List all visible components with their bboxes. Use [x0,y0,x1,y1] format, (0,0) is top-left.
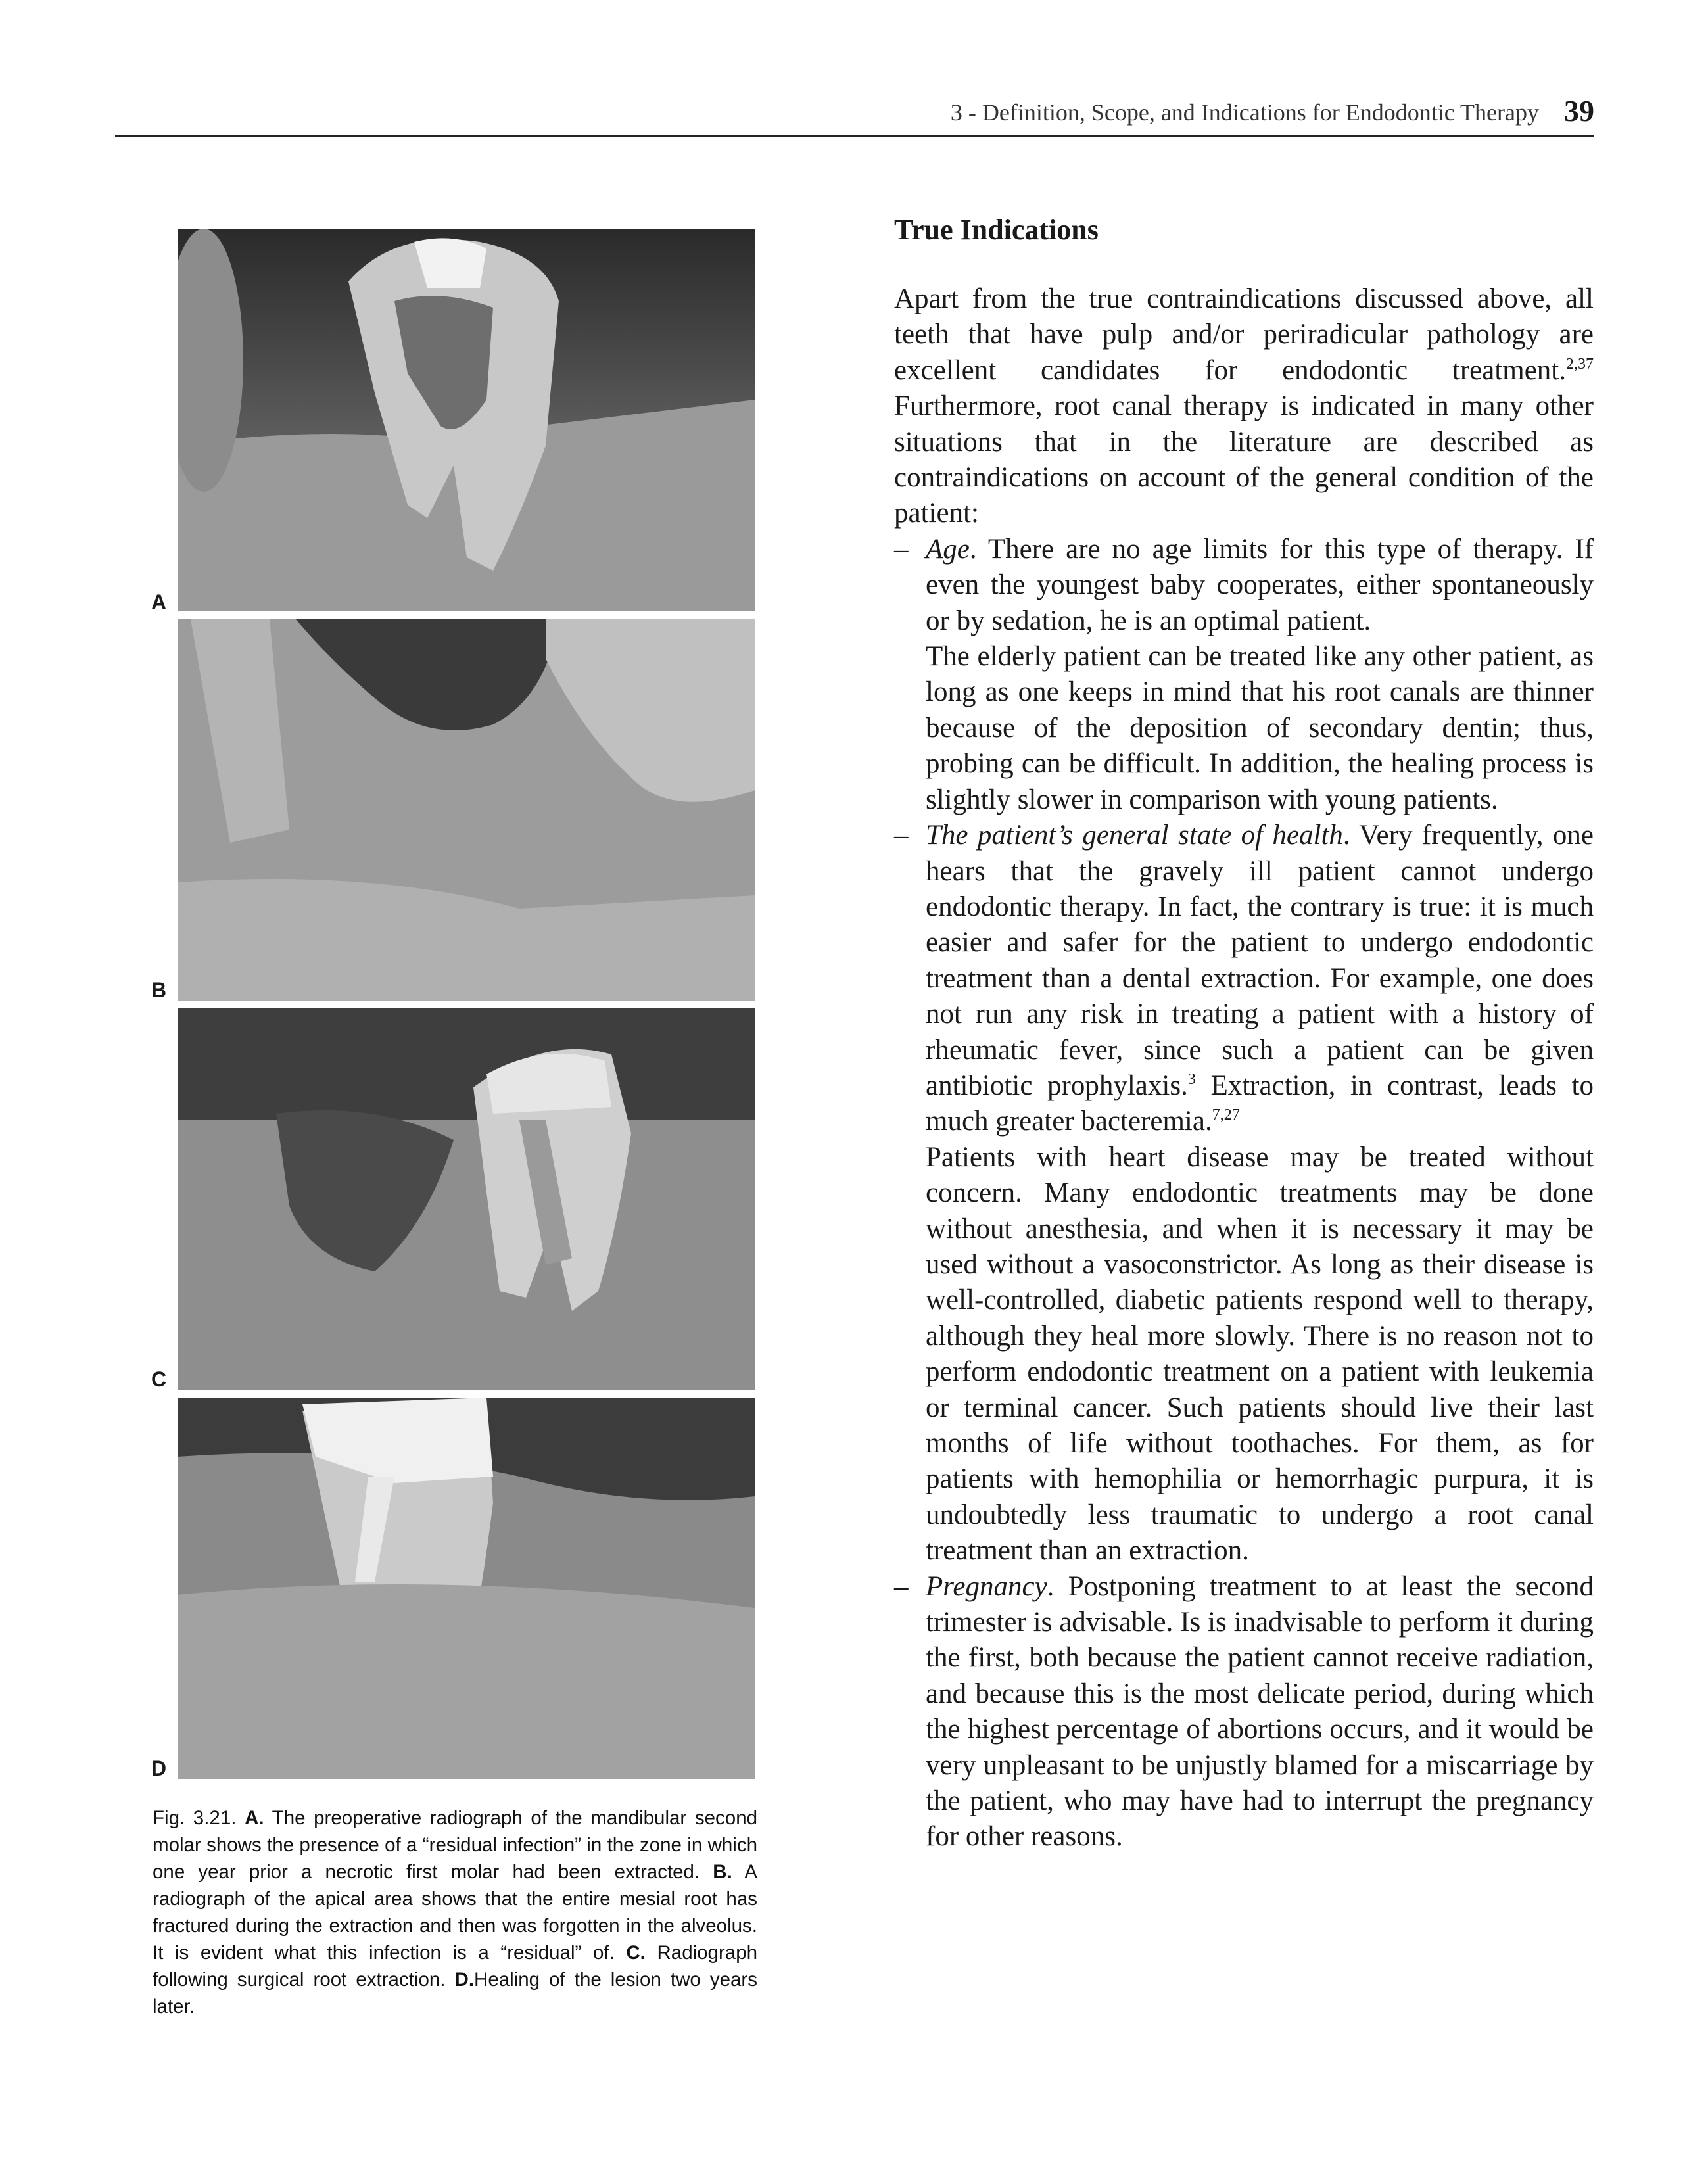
caption-a-label: A. [245,1807,264,1829]
ref-superscript: 3 [1187,1070,1196,1088]
caption-b-text: A radiograph of the apical area shows that the entire mesial root has fractured during the extraction and then was forgotten in the alveolus. It is evident what this infection is a “residual” of. [153,1861,757,1964]
list-dash: – [894,820,909,851]
running-title: 3 - Definition, Scope, and Indications for Endodontic Therapy [950,99,1539,126]
caption-d-text: Healing of the lesion two years later. [153,1969,757,2018]
term-age: Age [926,533,970,565]
list-item-age: – Age. There are no age limits for this type of therapy. If even the youngest baby cooperates, either spontaneously or by sedation, he is an optimal patient. The elderly patient can be treated like any other patient, as long as one keeps in mind that his root canals are thinner because of the deposition of secondary dentin; thus, probing can be difficult. In addition, the healing process is slightly slower in comparison with young patients. [894,532,1594,818]
panel-label-b: B [151,978,167,1002]
panel-label-d: D [151,1757,167,1780]
section-heading: True Indications [894,214,1099,246]
panel-label-a: A [151,590,167,614]
running-header [115,92,1594,137]
caption-b-label: B. [713,1861,732,1883]
body-text-column [894,210,1594,1855]
health-paragraph-2: Patients with heart disease may be treated without concern. Many endodontic treatments may be done without anesthesia, and when it is necessary it may be used without a vasoconstrictor. As long as their disease is well-controlled, diabetic patients respond well to therapy, although they heal more slowly. There is no reason not to perform endodontic treatment on a patient with leukemia or terminal cancer. Such patients should live their last months of life without toothaches. For them, as for patients with hemophilia or hemorrhagic purpura, it is undoubtedly less traumatic to undergo a root canal treatment than an extraction. [926,1141,1594,1567]
caption-fig-number: Fig. 3.21. [153,1807,237,1829]
radiograph-panel-d [178,1398,755,1779]
list-item-health: – The patient’s general state of health. Very frequently, one hears that the gravely ill patient cannot undergo endodontic therapy. In fact, the contrary is true: it is much easier and safer for the patient to undergo endodontic treatment than a dental extraction. For example, one does not run any risk in treating a patient with a history of rheumatic fever, since such a patient can be given antibiotic prophylaxis.$^3$ Extraction, in contrast, leads to much greater bacteremia.$^{7,27}$ Patients with heart disease may be treated without concern. Many endodontic treatments may be done without anesthesia, and when it is necessary it may be used without a vasoconstrictor. As long as their disease is well-controlled, diabetic patients respond well to therapy, although they heal more slowly. There is no reason not to perform endodontic treatment on a patient with leukemia or terminal cancer. Such patients should live their last months of life without toothaches. For them, as for patients with hemophilia or hemorrhagic purpura, it is undoubtedly less traumatic to undergo a root canal treatment than an extraction. [894,818,1594,1569]
caption-c-text: Radiograph following surgical root extraction. [153,1942,758,1991]
caption-a-text: The preoperative radiograph of the mandibular second molar shows the presence of a “residual infection” in the zone in which one year prior a necrotic first molar had been extracted. [153,1807,758,1883]
intro-paragraph: Apart from the true contraindications discussed above, all teeth that have pulp and/or periradicular pathology are excellent candidates for endodontic treatment.$^{2,37}$ Furthermore, root canal therapy is indicated in many other situations that in the literature are described as contraindications on account of the general condition of the patient: [894,283,1594,529]
panel-label-c: C [151,1367,167,1391]
radiograph-panel-c [178,1008,755,1390]
radiograph-a-image [178,229,755,611]
radiograph-d-image [178,1398,755,1779]
page-number: 39 [1564,94,1594,128]
radiograph-b-image [178,619,755,1001]
ref-superscript: 2,37 [1566,355,1594,373]
ref-superscript: 7,27 [1212,1106,1240,1124]
caption-d-label: D. [454,1969,475,1991]
term-pregnancy: Pregnancy [926,1571,1047,1602]
radiograph-c-image [178,1008,755,1390]
list-dash: – [894,1571,909,1602]
radiograph-panel-b [178,619,755,1001]
list-item-pregnancy: – Pregnancy. Postponing treatment to at least the second trimester is advisable. Is is inadvisable to perform it during the first, both because the patient cannot receive radiation, and because this is the most delicate period, during which the highest percentage of abortions occurs, and it would be very unpleasant to be unjustly blamed for a miscarriage by the patient, who may have had to interrupt the pregnancy for other reasons. [894,1569,1594,1855]
radiograph-panel-a [178,229,755,611]
term-health: The patient’s general state of health [926,820,1343,851]
age-paragraph-2: The elderly patient can be treated like any other patient, as long as one keeps in mind that his root canals are thinner because of the deposition of secondary dentin; thus, probing can be difficult. In addition, the healing process is slightly slower in comparison with young patients. [926,641,1594,815]
list-dash: – [894,533,909,565]
figure-caption [153,1805,757,2020]
caption-c-label: C. [626,1942,646,1964]
